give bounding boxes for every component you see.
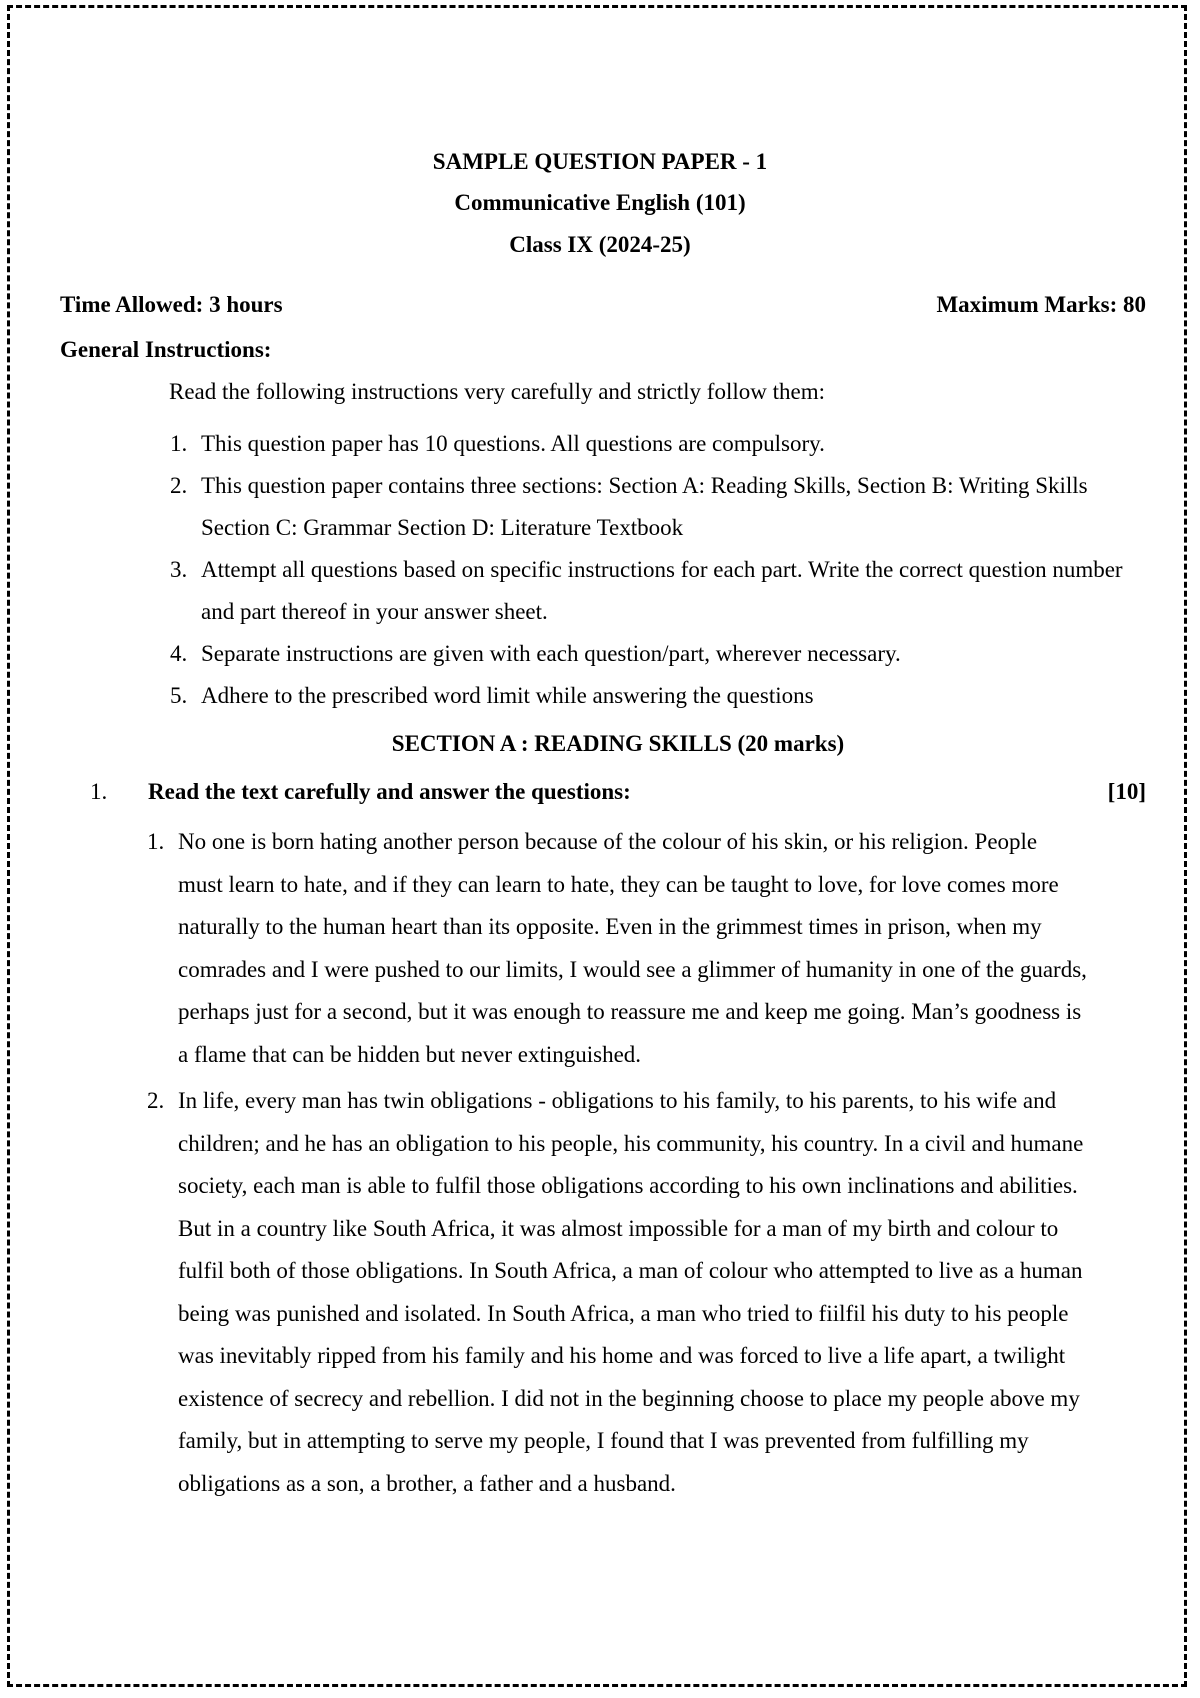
instruction-item: 4. Separate instructions are given with each question/part, wherever necessary. [170,641,901,666]
instructions-list [170,423,1150,717]
question-text: Read the text carefully and answer the questions: [148,779,631,804]
general-instructions-intro: Read the following instructions very carefully and strictly follow them: [169,379,825,404]
paper-title: SAMPLE QUESTION PAPER - 1 [432,149,768,174]
time-allowed: Time Allowed: 3 hours [60,292,283,317]
class-line: Class IX (2024-25) [509,232,691,257]
instruction-item: 1. This question paper has 10 questions. All questions are compulsory. [170,431,825,456]
question-number: 1. [90,779,108,804]
instruction-item: 3. Attempt all questions based on specific instructions for each part. Write the correct question number and part thereof in your answer sheet. [170,557,1123,624]
meta-row [60,290,1146,320]
reading-passages [147,821,1087,1509]
instruction-item: 2. This question paper contains three sections: Section A: Reading Skills, Section B: Writing Skills Section C: Grammar Section D: Literature Textbook [170,473,1088,540]
instruction-item: 5. Adhere to the prescribed word limit while answering the questions [170,683,814,708]
passage-item: 1. No one is born hating another person because of the colour of his skin, or his religion. People must learn to hate, and if they can learn to hate, they can be taught to love, for love comes more naturally to the human heart than its opposite. Even in the grimmest times in prison, when my comrades and I were pushed to our limits, I would see a glimmer of humanity in one of the guards, perhaps just for a second, but it was enough to reassure me and keep me going. Man’s goodness is a flame that can be hidden but never extinguished. [147,829,1087,1067]
subject-line: Communicative English (101) [454,190,746,215]
passage-item: 2. In life, every man has twin obligations - obligations to his family, to his parents, to his wife and children; and he has an obligation to his people, his community, his country. In a civil and humane society, each man is able to fulfil those obligations according to his own inclinations and abilities. But in a country like South Africa, it was almost impossible for a man of my birth and colour to fulfil both of those obligations. In South Africa, a man of colour who attempted to live as a human being was punished and isolated. In South Africa, a man who tried to fiilfil his duty to his people was inevitably ripped from his family and his home and was forced to live a life apart, a twilight existence of secrecy and rebellion. I did not in the beginning choose to place my people above my family, but in attempting to serve my people, I found that I was prevented from fulfilling my obligations as a son, a brother, a father and a husband. [147,1088,1084,1496]
section-a-heading: SECTION A : READING SKILLS (20 marks) [391,731,845,756]
question-marks: [10] [1107,779,1146,804]
general-instructions-title: General Instructions: [60,337,272,362]
maximum-marks: Maximum Marks: 80 [936,292,1146,317]
